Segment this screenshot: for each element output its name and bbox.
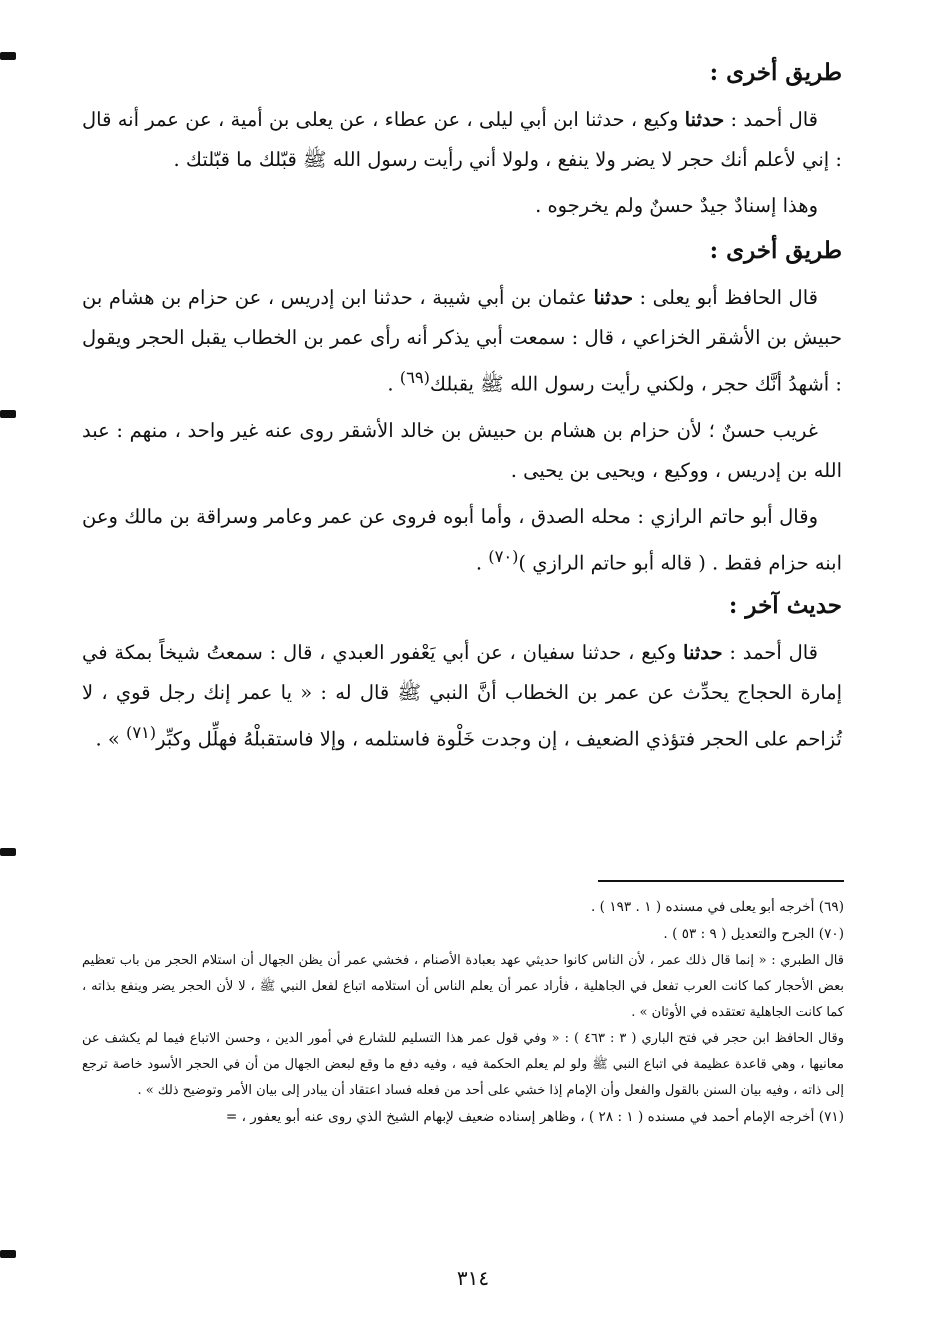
paragraph bbox=[82, 411, 842, 491]
footnote-ref: (٦٩) bbox=[399, 368, 430, 387]
text-run: قال أحمد : bbox=[724, 108, 819, 131]
main-text bbox=[82, 56, 842, 766]
scan-edge-mark bbox=[0, 848, 16, 856]
text-run: » . bbox=[95, 727, 126, 751]
bold-word: حدثنا bbox=[684, 108, 725, 131]
text-run: قال الحافظ أبو يعلى : bbox=[633, 286, 818, 309]
text-run: غريب حسنٌ ؛ لأن حزام بن هشام بن حبيش بن خالد الأشقر روى عنه غير واحد ، منهم : عبد الله بن إدريس ، ووكيع ، ويحيى بن يحيى . bbox=[82, 418, 842, 482]
bold-word: حدثنا bbox=[593, 286, 633, 309]
scan-edge-mark bbox=[0, 410, 16, 418]
paragraph bbox=[82, 497, 842, 584]
bold-word: حدثنا bbox=[683, 641, 723, 664]
paragraph bbox=[82, 100, 842, 180]
text-run: وكيع ، حدثنا سفيان ، عن أبي يَعْفور العبدي ، قال : سمعتُ شيخاً بمكة في إمارة الحجاج يحدِّث عن عمر بن الخطاب أنَّ النبي ﷺ قال له : « يا عمر إنك رجل قوي ، لا تُزاحم على الحجر فتؤذي الضعيف ، إن وجدت خَلْوة فاستلمه ، وإلا فاستقبلْهُ فهلِّل وكبِّر bbox=[82, 641, 842, 751]
page-number: ٣١٤ bbox=[456, 1266, 490, 1290]
scan-edge-mark bbox=[0, 52, 16, 60]
text-run: وقال أبو حاتم الرازي : محله الصدق ، وأما أبوه فروى عن عمر وعامر وسراقة بن مالك وعن ابنه حزام فقط . ( قاله أبو حاتم الرازي ) bbox=[82, 504, 842, 574]
text-run: . bbox=[475, 551, 489, 574]
footnote-separator bbox=[598, 880, 844, 882]
text-run: . bbox=[387, 372, 400, 396]
footnote: (٦٩) أخرجه أبو يعلى في مسنده ( ١ . ١٩٣ ) . bbox=[591, 899, 844, 915]
footnote-commentary: وقال الحافظ ابن حجر في فتح الباري ( ٣ : ٤٦٣ ) : « وفي قول عمر هذا التسليم للشارع في أمور الدين ، وحسن الاتباع فيما لم يكشف عن معانيها ، وهي قاعدة عظيمة في اتباع النبي ﷺ ولو لم يعلم الحكمة فيه ، وفيه دفع ما وقع لبعض الجهال من أن في الحجر الأسود خاصة ترجع إلى ذاته ، وفيه بيان السنن بالقول والفعل وأن الإمام إذا خشي على أحد من فعله فساد اعتقاد أن يبادر إلى بيان الأمر وتوضيح ذلك » . bbox=[82, 1031, 844, 1098]
footnote-commentary: قال الطبري : « إنما قال ذلك عمر ، لأن الناس كانوا حديثي عهد بعبادة الأصنام ، فخشي عمر أن يظن الجهال أن استلام الحجر من باب تعظيم بعض الأحجار كما كانت العرب تفعل في الجاهلية ، فأراد عمر أن يعلم الناس أن استلامه اتباع لفعل النبي ﷺ ، لا لأن الحجر يضر وينفع بذاته ، كما كانت الجاهلية تعتقده في الأوثان » . bbox=[82, 953, 844, 1020]
footnote: (٧١) أخرجه الإمام أحمد في مسنده ( ١ : ٢٨ ) ، وظاهر إسناده ضعيف لإبهام الشيخ الذي روى عنه أبو يعفور ، = bbox=[225, 1109, 844, 1125]
paragraph bbox=[82, 633, 842, 760]
scan-edge-mark bbox=[0, 1250, 16, 1258]
footnotes bbox=[82, 894, 844, 1131]
text-run: وهذا إسنادٌ جيدٌ حسنٌ ولم يخرجوه . bbox=[535, 194, 818, 217]
paragraph bbox=[82, 278, 842, 405]
section-heading: طريق أخرى : bbox=[709, 237, 842, 264]
section-heading: طريق أخرى : bbox=[709, 59, 842, 86]
footnote: (٧٠) الجرح والتعديل ( ٩ : ٥٣ ) . bbox=[663, 926, 844, 942]
footnote-ref: (٧٠) bbox=[488, 546, 519, 566]
section-heading: حديث آخر : bbox=[728, 592, 842, 619]
text-run: قال أحمد : bbox=[722, 641, 819, 664]
text-run: عثمان بن أبي شيبة ، حدثنا ابن إدريس ، عن حزام بن هشام بن حبيش بن الأشقر الخزاعي ، قال : سمعت أبي يذكر أنه رأى عمر بن الخطاب يقبل الحجر ويقول : أشهدُ أنَّك حجر ، ولكني رأيت رسول الله ﷺ يقبلك bbox=[82, 286, 842, 396]
footnote-ref: (٧١) bbox=[125, 723, 157, 742]
paragraph bbox=[82, 186, 842, 226]
text-run: وكيع ، حدثنا ابن أبي ليلى ، عن عطاء ، عن يعلى بن أمية ، عن عمر أنه قال : إني لأعلم أنك حجر لا يضر ولا ينفع ، ولولا أني رأيت رسول الله ﷺ قبّلك ما قبّلتك . bbox=[82, 108, 842, 171]
